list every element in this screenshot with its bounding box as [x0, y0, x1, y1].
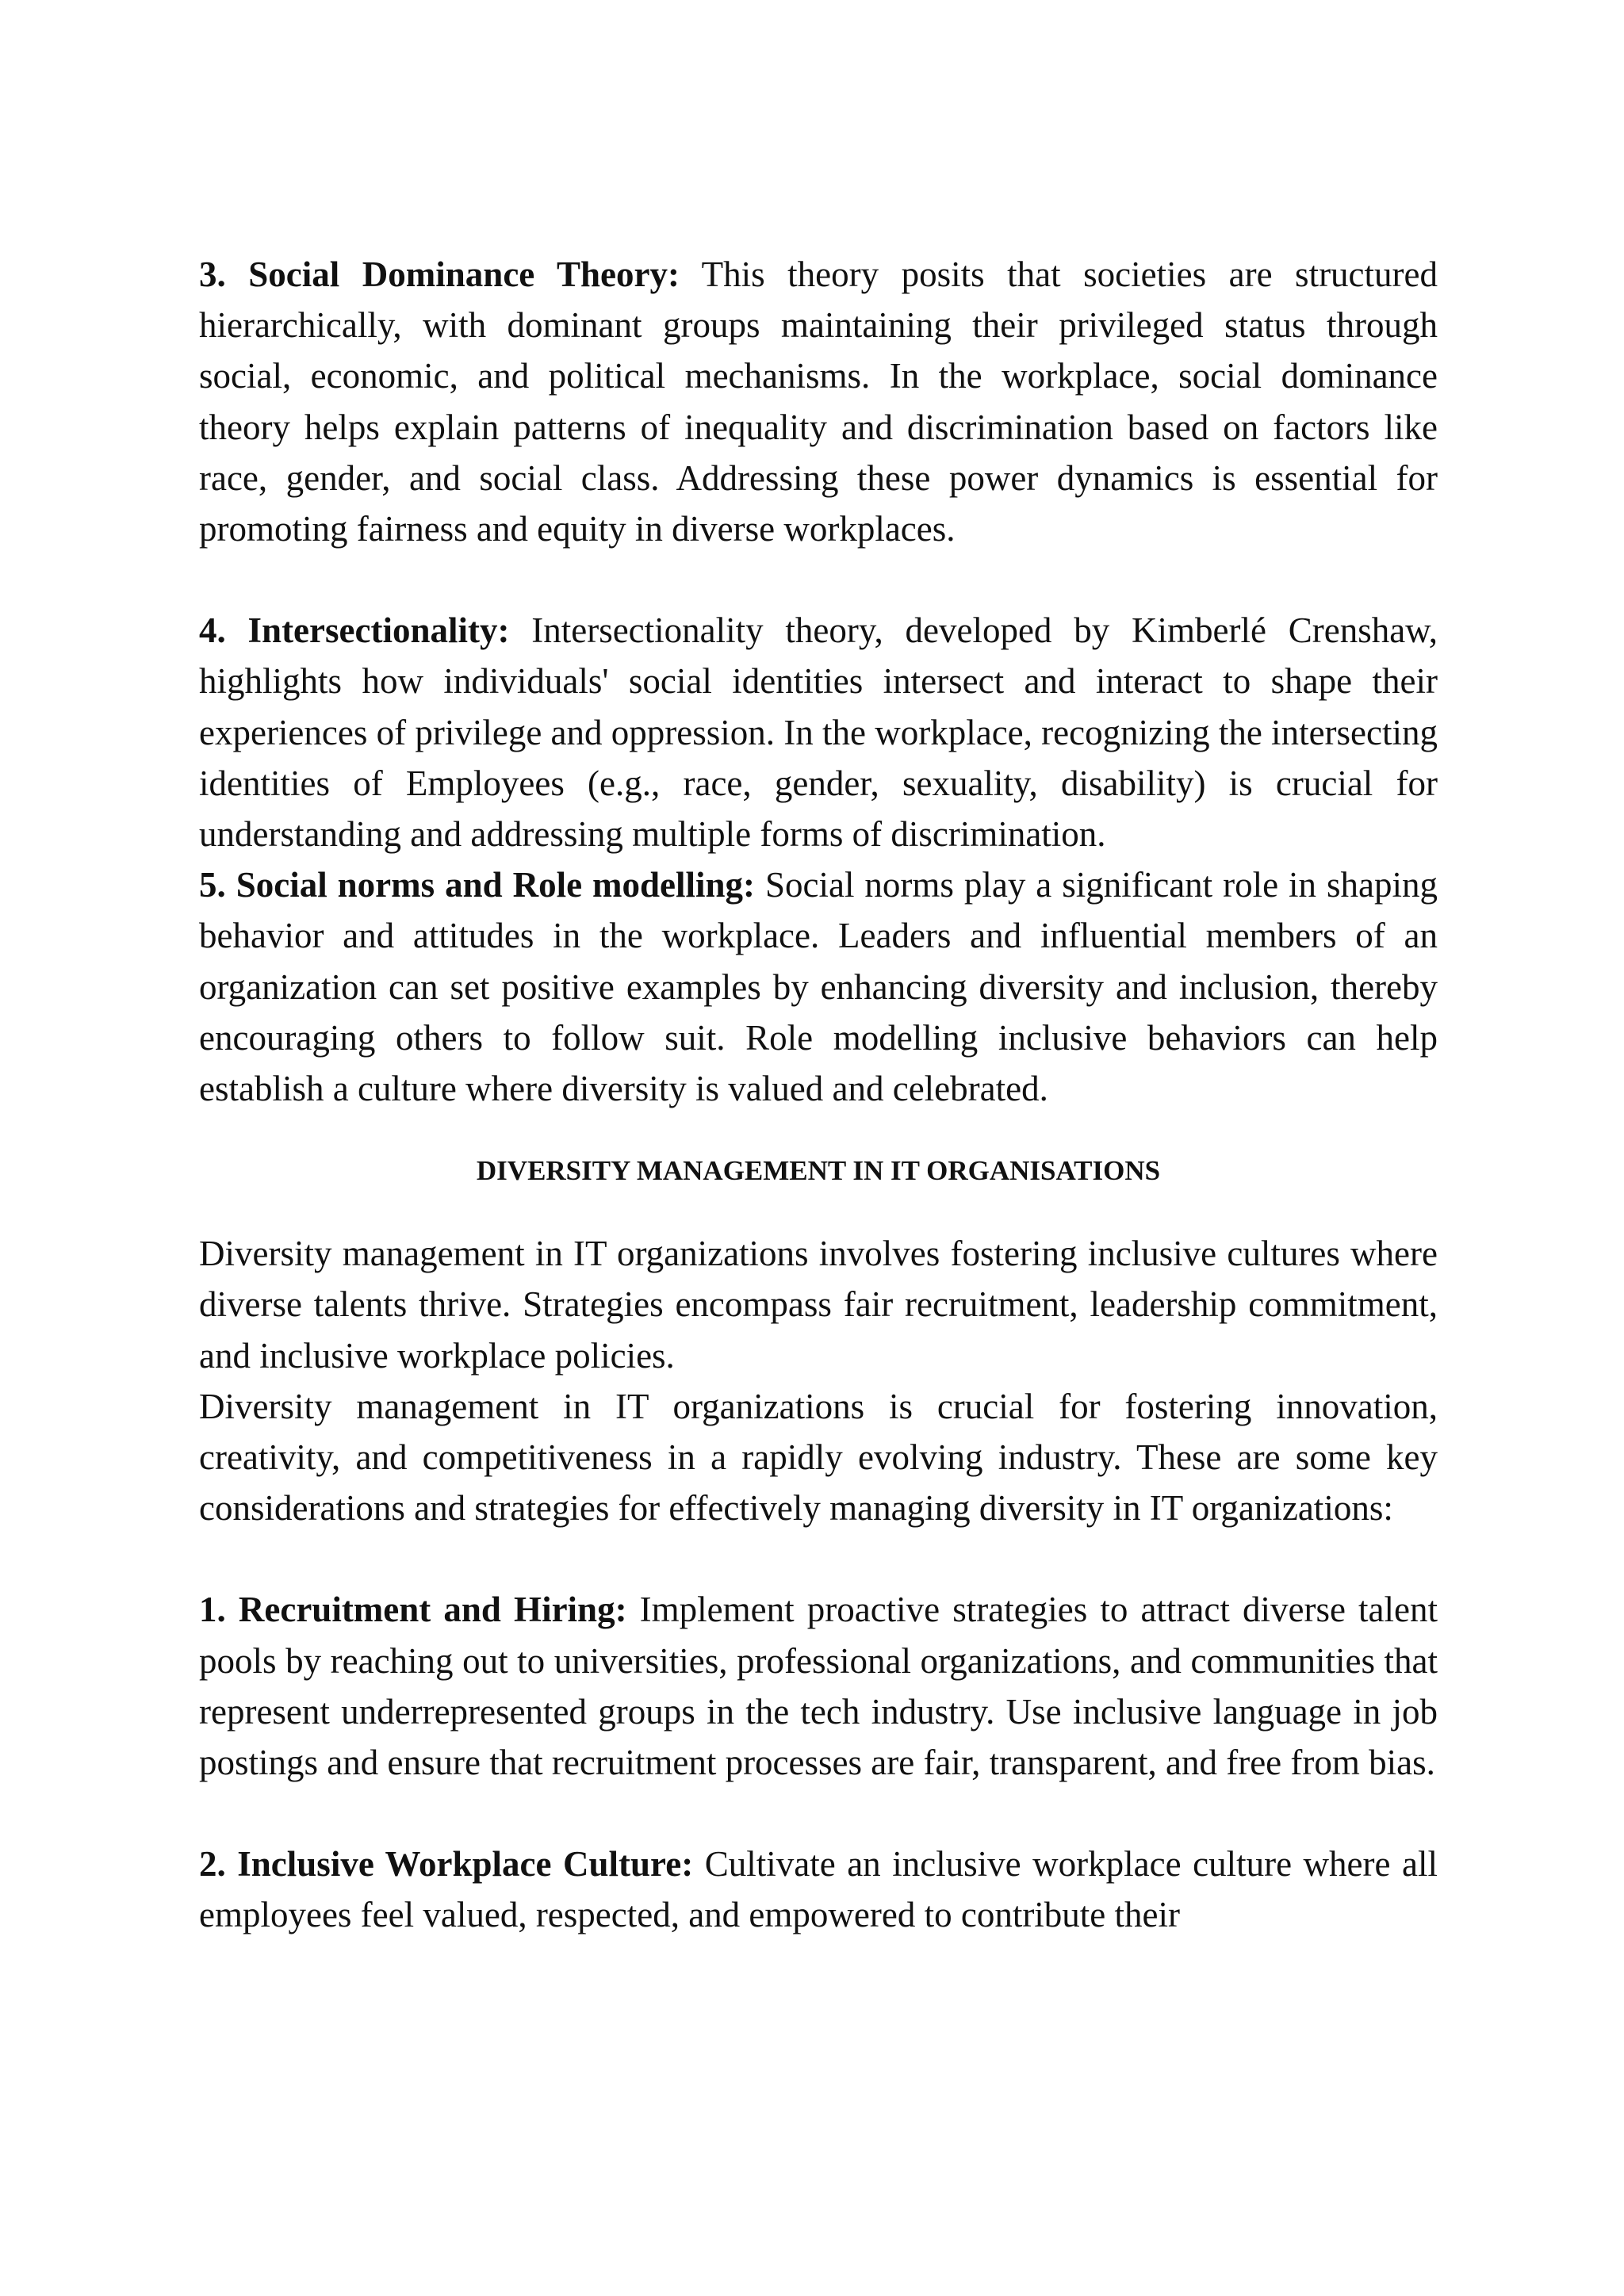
intro-paragraph: Diversity management in IT organizations involves fostering inclusive cultures where diverse talents thrive. Strategies encompass fair recruitment, leadership commitment, and inclusive workplace policies. — [199, 1234, 1438, 1376]
paragraph-social-dominance-theory — [199, 249, 1438, 554]
paragraph-lead: 5. Social norms and Role modelling: — [199, 865, 756, 905]
intro-paragraph: Diversity management in IT organizations is crucial for fostering innovation, creativity, and competitiveness in a rapidly evolving industry. These are some key considerations and strategies for effectively managing diversity in IT organizations: — [199, 1386, 1438, 1529]
paragraph-body: Implement proactive strategies to attract diverse talent pools by reaching out to universities, professional organizations, and communities that represent underrepresented groups in the tech industry. Use inclusive language in job postings and ensure that recruitment processes are fair, transparent, and free from bias. — [199, 1590, 1438, 1783]
paragraph-body: This theory posits that societies are structured hierarchically, with dominant groups maintaining their privileged status through social, economic, and political mechanisms. In the workplace, social dominance theory helps explain patterns of inequality and discrimination based on factors like race, gender, and social class. Addressing these power dynamics is essential for promoting fairness and equity in diverse workplaces. — [199, 254, 1438, 549]
paragraph-lead: 3. Social Dominance Theory: — [199, 254, 680, 294]
section-heading: DIVERSITY MANAGEMENT IN IT ORGANISATIONS — [476, 1155, 1161, 1187]
paragraph-social-norms — [199, 859, 1438, 1114]
paragraph-inclusive-culture — [199, 1839, 1438, 1940]
document-page — [199, 249, 1438, 1941]
paragraph-spacer — [199, 554, 1438, 605]
paragraph-intersectionality — [199, 605, 1438, 859]
paragraph-body: Intersectionality theory, developed by Kimberlé Crenshaw, highlights how individuals' social identities intersect and interact to shape their experiences of privilege and oppression. In the workplace, recognizing the intersecting identities of Employees (e.g., race, gender, sexuality, disability) is crucial for understanding and addressing multiple forms of discrimination. — [199, 610, 1438, 855]
paragraph-recruitment — [199, 1584, 1438, 1788]
paragraph-spacer — [199, 1788, 1438, 1839]
paragraph-body: Cultivate an inclusive workplace culture where all employees feel valued, respected, and empowered to contribute their — [199, 1844, 1438, 1935]
paragraph-spacer — [199, 1533, 1438, 1584]
paragraph-lead: 4. Intersectionality: — [199, 610, 510, 651]
paragraph-lead: 2. Inclusive Workplace Culture: — [199, 1844, 694, 1885]
paragraph-lead: 1. Recruitment and Hiring: — [199, 1590, 627, 1630]
paragraph-body: Social norms play a significant role in shaping behavior and attitudes in the workplace. Leaders and influential members of an organization can set positive examples by enhancing diversity and inclusion, thereby encouraging others to follow suit. Role modelling inclusive behaviors can help establish a culture where diversity is valued and celebrated. — [199, 865, 1438, 1109]
